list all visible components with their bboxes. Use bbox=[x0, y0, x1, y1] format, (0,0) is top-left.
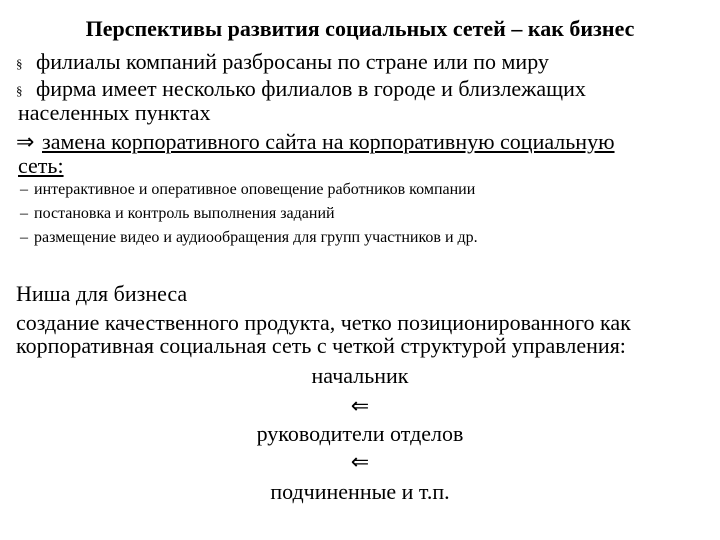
niche-text-line2: корпоративная социальная сеть с четкой структурой управления: bbox=[16, 333, 626, 358]
left-arrow-icon: ⇐ bbox=[350, 393, 370, 418]
hierarchy-level-heads: руководители отделов bbox=[256, 421, 464, 446]
niche-heading: Ниша для бизнеса bbox=[16, 281, 188, 306]
sub-item-text: размещение видео и аудиообращения для групп участников и др. bbox=[34, 229, 478, 246]
bullet-text: филиалы компаний разбросаны по стране или по миру bbox=[36, 49, 549, 74]
dash-icon: – bbox=[20, 229, 28, 246]
niche-text-line1: создание качественного продукта, четко позиционированного как bbox=[16, 310, 631, 335]
double-arrow-right-icon: ⇒ bbox=[16, 129, 35, 154]
implication-continuation bbox=[18, 154, 64, 178]
hierarchy-level-boss: начальник bbox=[311, 363, 409, 388]
bullet-continuation bbox=[18, 101, 211, 125]
dash-icon: – bbox=[20, 181, 28, 198]
implication-text: сеть: bbox=[18, 153, 64, 178]
slide-title: Перспективы развития социальных сетей – как бизнес bbox=[85, 16, 635, 41]
dash-icon: – bbox=[20, 205, 28, 222]
sub-item-text: постановка и контроль выполнения заданий bbox=[34, 205, 335, 222]
bullet-text: населенных пунктах bbox=[18, 100, 211, 125]
sub-item-video bbox=[20, 228, 478, 248]
bullet-text: фирма имеет несколько филиалов в городе и близлежащих bbox=[36, 76, 586, 101]
implication-text: замена корпоративного сайта на корпоративную социальную bbox=[42, 129, 615, 154]
square-bullet-icon: § bbox=[16, 82, 23, 98]
bullet-item-branches-country bbox=[16, 50, 549, 76]
square-bullet-icon: § bbox=[16, 55, 23, 71]
sub-item-notification bbox=[20, 180, 475, 200]
sub-item-text: интерактивное и оперативное оповещение работников компании bbox=[34, 181, 476, 198]
implication-line bbox=[16, 130, 615, 154]
sub-item-tasks bbox=[20, 204, 335, 224]
left-arrow-icon: ⇐ bbox=[350, 449, 370, 474]
hierarchy-level-subordinates: подчиненные и т.п. bbox=[270, 479, 450, 504]
